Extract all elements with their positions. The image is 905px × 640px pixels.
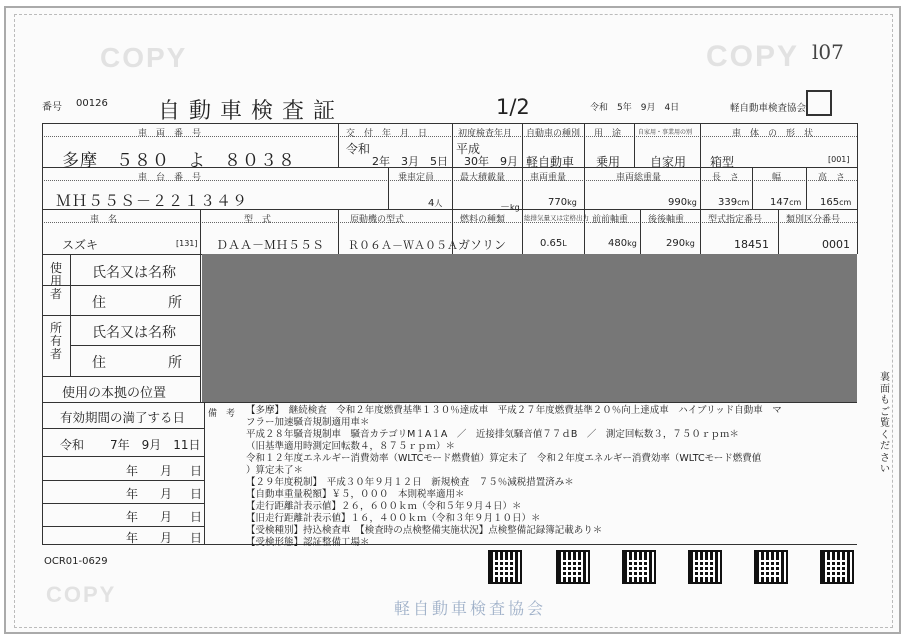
blank-month-3: 月 (160, 510, 173, 524)
hdr-model: 型 式 (244, 215, 272, 225)
hdr-first-reg: 初度検査年月 (458, 129, 513, 139)
note-line: 令和１２年度エネルギー消費効率（WLTCモード燃費値）算定未了 令和２年度エネルギー消費効率（WLTCモード燃費値 (246, 453, 762, 464)
side-note: 裏面もご覧ください (880, 372, 890, 475)
col-rule (778, 209, 779, 254)
engine-model: Ｒ０６Ａ－ＷＡ０５Ａ (348, 239, 458, 252)
blank-month-4: 月 (160, 531, 173, 545)
weight-value: 770kg (548, 197, 577, 208)
col-rule (522, 209, 523, 254)
ocr-code: OCR01-0629 (44, 556, 108, 567)
note-line: 【自動車重量税額】￥５，０００ 本則税率適用＊ (246, 489, 465, 500)
col-rule (806, 167, 807, 209)
col-rule (634, 123, 635, 167)
expiry-date: 7年 9月 11日 (110, 438, 201, 452)
row-rule (42, 456, 204, 457)
col-rule (452, 123, 453, 167)
blank-day-4: 日 (190, 531, 203, 545)
hdr-shape: 車 体 の 形 状 (732, 129, 814, 139)
hdr-business: 自家用・事業用の別 (638, 129, 693, 136)
reg-number: 多摩 ５８０ よ ８０３８ (62, 151, 296, 171)
hdr-displacement: 総排気量又は定格出力 (524, 214, 589, 222)
hdr-weight: 車両重量 (530, 173, 567, 183)
row-rule (42, 480, 204, 481)
hdr-gross: 車両総重量 (616, 173, 662, 183)
col-rule (584, 167, 585, 209)
displacement-value: 0.65L (540, 238, 567, 249)
row-rule (70, 345, 200, 346)
col-rule (700, 123, 701, 167)
blank-year-3: 年 (126, 510, 139, 524)
issuer-seal (806, 90, 832, 116)
notes-label: 備 考 (208, 409, 236, 419)
row-rule (42, 503, 204, 504)
max-load-value: －kg (500, 202, 520, 213)
col-rule (700, 167, 701, 209)
hdr-fuel: 燃料の種類 (460, 215, 506, 225)
blank-year-1: 年 (126, 464, 139, 478)
qr-code-2 (556, 550, 590, 584)
footer-logo: 軽自動車検査協会 (394, 599, 547, 618)
hdr-max-load: 最大積載量 (460, 173, 506, 183)
row-rule (42, 285, 200, 286)
document-title: 自動車検査証 (158, 99, 345, 124)
gross-weight-value: 990kg (668, 197, 697, 208)
col-rule (338, 123, 339, 167)
hdr-class-no: 類別区分番号 (786, 215, 841, 225)
col-rule (200, 209, 201, 254)
watermark-copy-left: COPY (100, 42, 188, 73)
watermark-copy-right: COPY (706, 40, 800, 73)
blank-day-2: 日 (190, 487, 203, 501)
issue-date: 2年 3月 5日 (372, 155, 448, 168)
body-shape-code: [001] (828, 155, 850, 164)
hdr-height: 高 さ (818, 173, 846, 183)
col-rule (338, 209, 339, 254)
table-top-rule (42, 123, 857, 124)
page-indicator: 1/2 (496, 95, 530, 119)
row-rule (42, 402, 857, 403)
hdr-issue-date: 交 付 年 月 日 (346, 129, 428, 139)
issue-date-header: 令和 5年 9月 4日 (590, 103, 680, 113)
hdr-rear-axle: 後後軸重 (648, 215, 685, 225)
col-rule (700, 209, 701, 254)
hdr-kind: 自動車の種別 (526, 129, 581, 139)
note-line: 平成２８年騒音規制車 騒音カテゴリM１A１A ／ 近接排気騒音値７７ｄB ／ 測定回転数３，７５０ｒｐｍ＊ (246, 429, 739, 440)
col-rule (204, 402, 205, 544)
make-code: [131] (176, 239, 198, 248)
first-reg-date: 30年 9月 (464, 155, 518, 168)
blank-month-2: 月 (160, 487, 173, 501)
vehicle-model: ＤＡＡ－ＭＨ５５Ｓ (216, 238, 325, 252)
redacted-block (202, 254, 857, 402)
vehicle-make: スズキ (62, 238, 99, 252)
col-rule (584, 123, 585, 167)
hdr-front-axle: 前前軸重 (592, 215, 629, 225)
col-rule (452, 167, 453, 209)
notes-list (246, 405, 782, 549)
note-line: ）算定未了＊ (246, 465, 304, 476)
blank-month-1: 月 (160, 464, 173, 478)
width-value: 147cm (770, 197, 802, 208)
qr-code-6 (820, 550, 854, 584)
expiry-era: 令和 (60, 438, 85, 452)
qr-code-1 (488, 550, 522, 584)
note-line: 【２９年度税制】 平成３０年９月１２日 新規検査 ７５％減税措置済み＊ (246, 477, 574, 488)
col-rule (522, 167, 523, 209)
length-value: 339cm (718, 197, 750, 208)
hdr-vin: 車 台 番 号 (138, 173, 202, 183)
private-business: 自家用 (650, 155, 687, 169)
qr-code-5 (754, 550, 788, 584)
body-shape: 箱型 (710, 155, 735, 169)
hdr-make: 車 名 (90, 215, 118, 225)
owner-address-label-2: 所 (168, 355, 182, 371)
col-rule (200, 254, 201, 402)
class-number: 0001 (822, 238, 850, 251)
serial-value: 00126 (76, 98, 108, 109)
rear-axle-value: 290kg (666, 238, 695, 249)
base-location-label: 使用の本拠の位置 (62, 386, 167, 401)
row-rule (42, 526, 204, 527)
owner-name-label: 氏名又は名称 (92, 325, 176, 341)
note-line: 【旧走行距離計表示値】１６，４００ｋｍ（令和３年９月１０日）＊ (246, 513, 541, 524)
owner-label: 所有者 (50, 321, 63, 361)
note-line: 【走行距離計表示値】２６，６００ｋｍ（令和５年９月４日）＊ (246, 501, 522, 512)
col-rule (640, 209, 641, 254)
blank-year-4: 年 (126, 531, 139, 545)
hdr-type-no: 型式指定番号 (708, 215, 763, 225)
front-axle-value: 480kg (608, 238, 637, 249)
vin-number: ＭＨ５５Ｓ－２２１３４９ (56, 192, 249, 210)
col-rule (388, 167, 389, 209)
issue-era: 令和 (346, 142, 371, 156)
fuel-type: ガソリン (458, 238, 507, 252)
expiry-label: 有効期間の満了する日 (60, 410, 186, 425)
user-address-label-1: 住 (92, 295, 106, 311)
capacity-value: 4人 (428, 198, 443, 209)
hdr-length: 長 さ (712, 173, 740, 183)
owner-address-label-1: 住 (92, 355, 106, 371)
blank-year-2: 年 (126, 487, 139, 501)
hdr-engine: 原動機の型式 (350, 215, 405, 225)
note-line: （旧基準適用時測定回転数４，８７５ｒｐｍ）＊ (246, 441, 456, 452)
height-value: 165cm (820, 197, 852, 208)
hdr-capacity: 乗車定員 (398, 173, 435, 183)
qr-code-4 (688, 550, 722, 584)
note-line: 【受検種別】持込検査車 【検査時の点検整備実施状況】点検整備記録簿記載あり＊ (246, 525, 603, 536)
hdr-reg-no: 車 両 番 号 (138, 129, 202, 139)
type-number: 18451 (734, 238, 769, 251)
first-reg-era: 平成 (456, 142, 481, 156)
row-rule (42, 376, 200, 377)
user-address-label-2: 所 (168, 295, 182, 311)
serial-label: 番号 (42, 102, 62, 113)
issuer-name: 軽自動車検査協会 (730, 103, 807, 114)
hdr-width: 幅 (772, 173, 782, 183)
blank-day-1: 日 (190, 464, 203, 478)
user-label: 使用者 (50, 261, 63, 301)
row-rule (42, 428, 204, 429)
qr-code-3 (622, 550, 656, 584)
vehicle-usage: 乗用 (596, 155, 621, 169)
handwritten-note: l07 (812, 40, 844, 64)
watermark-copy-bottom: COPY (46, 582, 117, 607)
row-rule (42, 315, 200, 316)
user-name-label: 氏名又は名称 (92, 265, 176, 281)
note-line: 【受検形態】認証整備工場＊ (246, 537, 370, 548)
note-line: フラー加速騒音規制適用車＊ (246, 417, 370, 428)
hdr-usage: 用 途 (594, 129, 622, 139)
note-line: 【多摩】 継続検査 令和２年度燃費基準１３０％達成車 平成２７年度燃費基準２０％向上達成車 ハイブリッド自動車 マ (246, 405, 782, 416)
col-rule (522, 123, 523, 167)
table-left-edge (42, 123, 43, 403)
table-right-edge (857, 123, 858, 254)
blank-day-3: 日 (190, 510, 203, 524)
vehicle-kind: 軽自動車 (526, 155, 575, 169)
col-rule (752, 167, 753, 209)
col-rule (42, 402, 43, 544)
